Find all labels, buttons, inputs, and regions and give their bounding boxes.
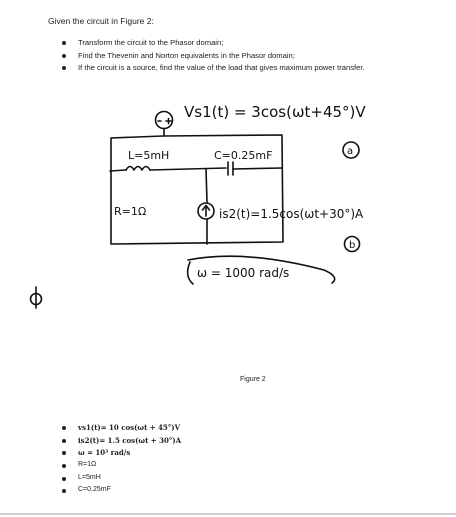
is2-label: is2(t)=1.5cos(ωt+30°)A xyxy=(219,207,364,221)
capacitor-label: C=0.25mF xyxy=(214,149,273,162)
task-item: If the circuit is a source, find the value of the load that gives maximum power transfer. xyxy=(60,63,365,76)
given-item: C=0.25mF xyxy=(60,486,181,499)
vs1-label: Vs1(t) = 3cos(ωt+45°)V xyxy=(184,103,366,121)
inductor-label: L=5mH xyxy=(128,149,170,162)
task-item: Transform the circuit to the Phasor domain; xyxy=(60,38,365,51)
given-item: is2(t)= 1.5 cos(ωt + 30°)A xyxy=(60,436,181,449)
page-divider xyxy=(0,513,456,515)
circuit-wire xyxy=(206,169,207,202)
voltage-source-symbol xyxy=(156,112,173,129)
inductor-symbol xyxy=(126,167,150,171)
given-item: vs1(t)= 10 cos(ωt + 45°)V xyxy=(60,423,181,436)
omega-label: ω = 1000 rad/s xyxy=(197,266,290,280)
problem-intro: Given the circuit in Figure 2: xyxy=(48,16,154,26)
task-item: Find the Thevenin and Norton equivalents in the Phasor domain; xyxy=(60,51,365,64)
given-item: R=1Ω xyxy=(60,461,181,474)
node-b-label: b xyxy=(349,240,356,251)
given-values-list xyxy=(60,423,181,499)
given-item: ω = 10³ rad/s xyxy=(60,448,181,461)
node-a-label: a xyxy=(347,146,354,157)
resistor-label: R=1Ω xyxy=(114,205,147,218)
given-item: L=5mH xyxy=(60,474,181,487)
circuit-wire xyxy=(233,168,282,169)
figure-caption: Figure 2 xyxy=(240,376,266,383)
